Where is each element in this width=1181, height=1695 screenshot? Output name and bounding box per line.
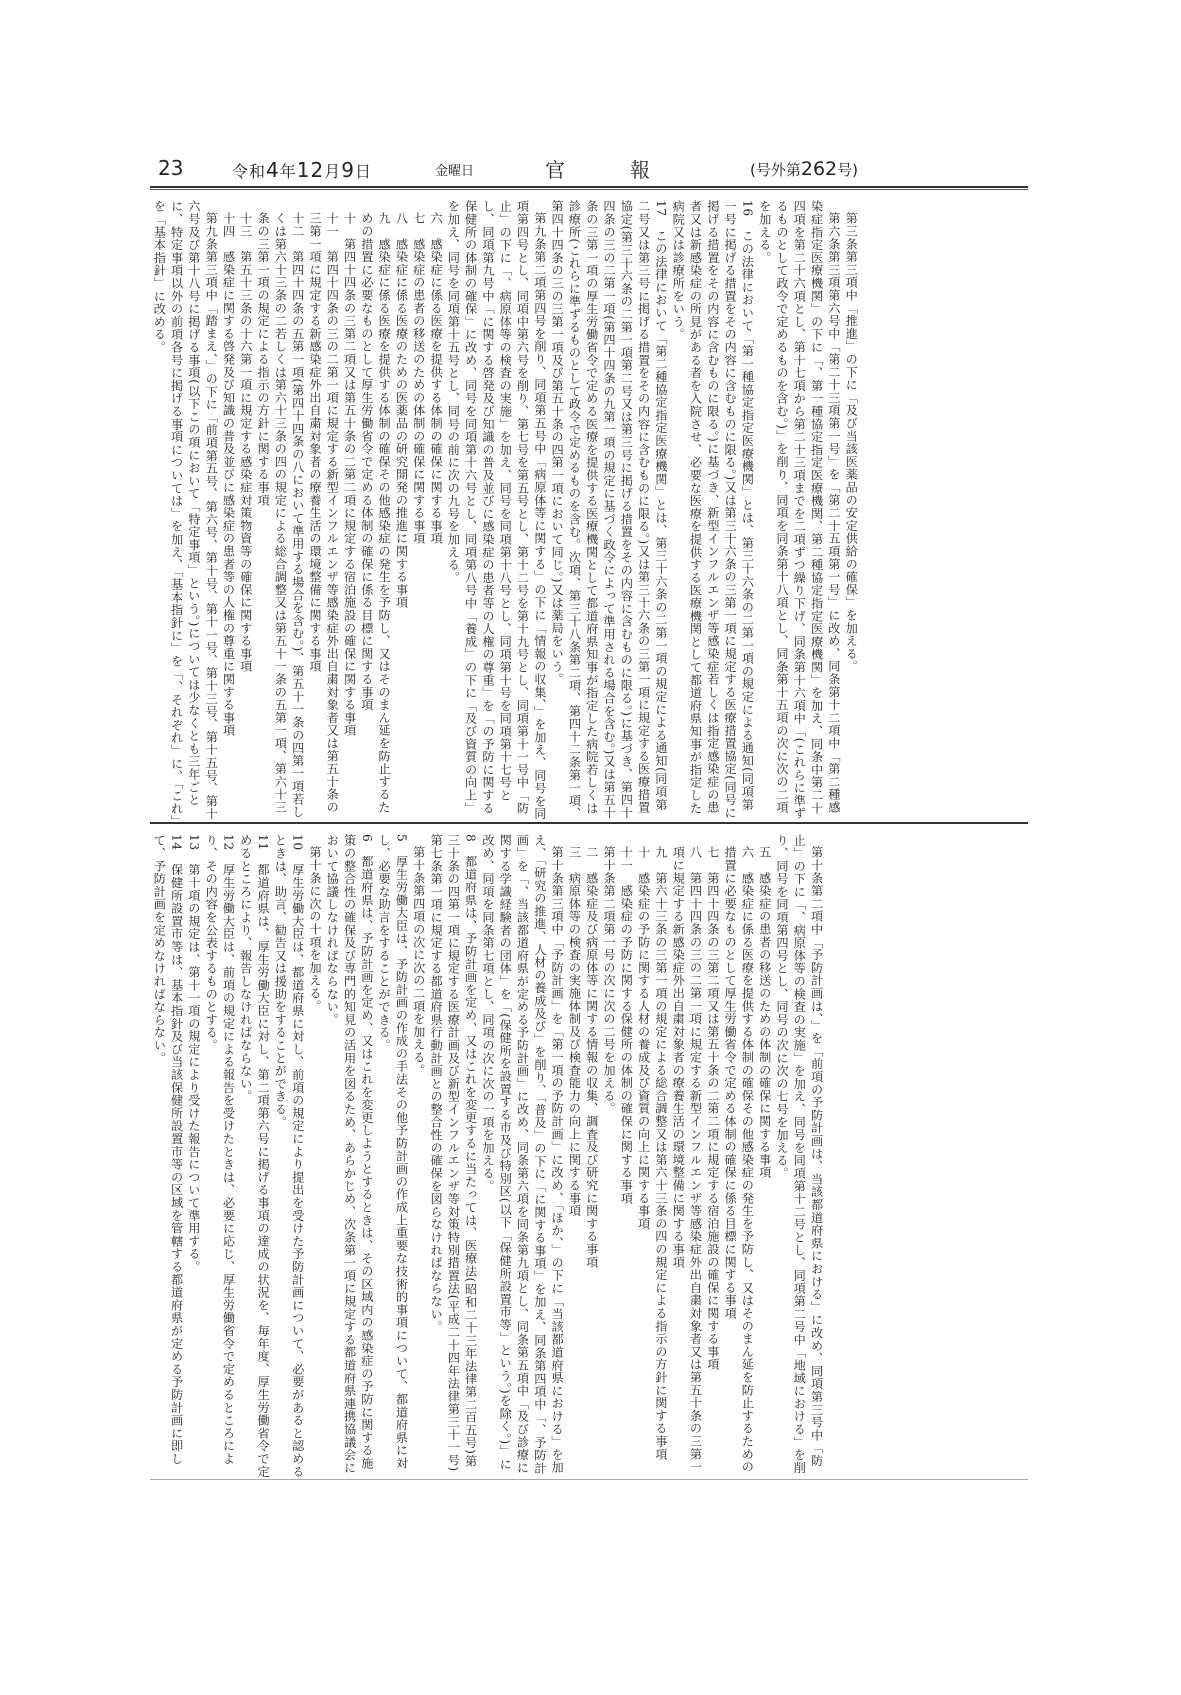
- list-item: 十三 第五十三条の十六第一項に規定する感染症対策物資等の確保に関する事項: [238, 212, 253, 673]
- page-number: 23: [158, 156, 184, 180]
- list-item: 五 感染症の患者の移送のための体制の確保に関する事項: [757, 846, 772, 1179]
- paragraph: 第九条第三項中「踏まえ、」の下に「前項第五号、第六号、第十号、第十一号、第十三号、第十五号、第十六号及び第十八号に掲げる事項(以下この項において「特定事項」という。)については少なくとも三年ごとに、特定事項以外の前項各号に掲げる事項については」を加え、「基本指針に」を「、それぞれ」に、「これ」を「基本指針」に改める。: [152, 200, 219, 822]
- footer-rule: [150, 1479, 1028, 1480]
- list-item: 九 第六十三条の三第一項の規定による総合調整又は第六十三条の四の規定による指示の方針に関する事項: [653, 846, 668, 1461]
- paragraph: 第十条第三項中「予防計画」を「第一項の予防計画」に改め、「ほか、」の下に「当該都道府県における」を加え、「研究の推進、人材の養成及び」を削り、「普及」の下に「に関する事項」を加え、同条第四項中「、予防計画」を「、当該都道府県が定める予防計画」に改め、同条第六項を同条第九項とし、同条第五項中「及び診療に関する学識経験者の団体」を「(保健所を設置する市及び特別区(以下「保健所設置市等」という。)を除く。)」に改め、同項を同条第七項とし、同項の次に次の一項を加える。: [480, 834, 565, 1475]
- paragraph: 第十条に次の十項を加える。: [307, 846, 322, 1013]
- day: 9: [341, 158, 355, 182]
- paragraph: 5 厚生労働大臣は、予防計画の作成の手法その他予防計画の作成上重要な技術的事項について、都道府県に対し、必要な助言をすることができる。: [377, 834, 409, 1470]
- text-block-lower: [150, 824, 829, 1479]
- paragraph: 第十条第二項中「予防計画は、」を「前項の予防計画は、当該都道府県における」に改め、同項第三号中「防止」の下に「、病原体等の検査の実施」を加え、同号を同項第十二号とし、同項第二号中「地域における」を削り、同号を同項第四号とし、同号の次に次の七号を加える。: [774, 834, 824, 1474]
- paragraph: 13 第十項の規定は、第十一項の規定により受けた報告について準用する。: [186, 834, 201, 1274]
- year: 4: [266, 158, 280, 182]
- weekday: 金曜日: [435, 164, 475, 179]
- year-unit: 年: [279, 162, 297, 181]
- paragraph: 8 都道府県は、予防計画を定め、又はこれを変更するに当たっては、医療法(昭和二十三年法律第二百五号)第三十条の四第一項に規定する医療計画及び新型インフルエンザ等対策特別措置法(平成二十四年法律第三十一号)第七条第一項に規定する都道府県行動計画との整合性の確保を図らなければならない。: [429, 834, 478, 1472]
- paragraph: 17 この法律において「第二種協定指定医療機関」とは、第三十六条の二第一項の規定による通知(同項第二号又は第三号に掲げる措置をその内容に含むものに限る。)又は第三十六条の三第一項に規定する医療措置協定(第三十六条の二第一項第二号又は第三号に掲げる措置をその内容に含むものに限る。)に基づき、第四十四条の三の二第一項(第四十四条の九第一項の規定に基づく政令によって準用される場合を含む。)又は第五十条の三第一項の厚生労働省令で定める医療を提供する医療機関として都道府県知事が指定した病院若しくは診療所(これらに準ずるものとして政令で定めるものを含む。次項、第三十八条第二項、第四十二条第一項、第四十四条の三の三第一項及び第五十条の四第一項において同じ。)又は薬局をいう。: [550, 200, 668, 820]
- paragraph: 第九条第二項第四号を削り、同項第五号中「病原体等に関する」の下に「情報の収集、」を加え、同号を同項第四号とし、同項中第六号を削り、第七号を第五号とし、第十二号を第十九号とし、同項第十一号中「防止」の下に「、病原体等の検査の実施」を加え、同号を同項第十八号とし、同項第十号を同項第十七号とし、同項第九号中「に関する啓発及び知識の普及並びに感染症の患者等の人権の尊重」を「の予防に関する保健所の体制の確保」に改め、同号を同項第十六号とし、同項第八号中「養成」の下に「及び資質の向上」を加え、同号を同項第十五号とし、同号の前に次の九号を加える。: [446, 200, 547, 821]
- list-item: 六 感染症に係る医療を提供する体制の確保に関する事項: [429, 212, 444, 545]
- month-unit: 月: [324, 162, 342, 181]
- paragraph: 第六条第三項第六号中「第二十三項第一号」を「第二十五項第一号」に改め、同条第十二項中「第二種感染症指定医療機関」の下に「、第一種協定指定医療機関、第二種協定指定医療機関」を加え、同条中第二十四項を第二十六項とし、第十七項から第二十三項までを二項ずつ繰り下げ、同条第十六項中「(これらに準ずるものとして政令で定めるものを含む。)」を削り、同項を同条第十八項とし、同条第十五項の次に次の二項を加える。: [757, 200, 841, 820]
- list-item: 十一 感染症の予防に関する保健所の体制の確保に関する事項: [619, 846, 634, 1205]
- paragraph: 11 都道府県は、厚生労働大臣に対し、第二項第六号に掲げる事項の達成の状況を、毎年度、厚生労働省令で定めるところにより、報告しなければならない。: [238, 834, 271, 1478]
- day-unit: 日: [354, 162, 372, 181]
- list-item: 八 感染症に係る医療のための医薬品の研究開発の推進に関する事項: [394, 212, 409, 609]
- list-item: 九 感染症に係る医療を提供する体制の確保その他感染症の発生を予防し、又はそのまん延を防止するための措置に必要なものとして厚生労働省令で定める体制の確保に係る目標に関する事項: [359, 212, 392, 814]
- era: 令和: [232, 162, 267, 181]
- list-item: 二 感染症及び病原体等に関する情報の収集、調査及び研究に関する事項: [584, 846, 599, 1269]
- list-item: 十四 感染症に関する啓発及び知識の普及並びに感染症の患者等の人権の尊重に関する事項: [221, 212, 236, 737]
- issue-date: [232, 158, 372, 182]
- issue-number: [750, 158, 858, 180]
- gazette-page: [150, 150, 1028, 1480]
- gazette-title-po: 報: [630, 158, 650, 182]
- issue-suffix: 号): [837, 161, 858, 179]
- paragraph: 10 厚生労働大臣は、都道府県に対し、前項の規定により提出を受けた予防計画について、必要があると認めるときは、助言、勧告又は援助をすることができる。: [273, 834, 305, 1478]
- list-item: 七 感染症の患者の移送のための体制の確保に関する事項: [411, 212, 426, 545]
- paragraph: 6 都道府県は、予防計画を定め、又はこれを変更しようとするときは、その区域内の感染症の予防に関する施策の整合性の確保及び専門的知見の活用を図るため、あらかじめ、次条第一項に規定する都道府県連携協議会において協議しなければならない。: [325, 834, 374, 1474]
- list-item: 十一 第四十四条の三の二第一項に規定する新型インフルエンザ等感染症外出自粛対象者又は第五十条の三第一項に規定する新感染症外出自粛対象者の療養生活の環境整備に関する事項: [307, 212, 340, 814]
- gazette-title-kan: 官: [545, 158, 565, 182]
- text-block-upper: [150, 190, 863, 822]
- issue-number-value: 262: [800, 158, 838, 180]
- paragraph: 12 厚生労働大臣は、前項の規定による報告を受けたときは、必要に応じ、厚生労働省令で定めるところにより、その内容を公表するものとする。: [204, 834, 236, 1466]
- paragraph: 16 この法律において「第一種協定指定医療機関」とは、第三十六条の二第一項の規定による通知(同項第一号に掲げる措置をその内容に含むものに限る。)又は第三十六条の三第一項に規定する医療措置協定(同号に掲げる措置をその内容に含むものに限る。)に基づき、新型インフルエンザ等感染症若しくは指定感染症の患者又は新感染症の所見がある者を入院させ、必要な医療を提供する医療機関として都道府県知事が指定した病院又は診療所をいう。: [671, 200, 755, 820]
- paragraph: 14 保健所設置市等は、基本指針及び当該保健所設置市等の区域を管轄する都道府県が定める予防計画に即して、予防計画を定めなければならない。: [152, 834, 184, 1466]
- list-item: 三 病原体等の検査の実施体制及び検査能力の向上に関する事項: [567, 846, 582, 1218]
- list-item: 六 感染症に係る医療を提供する体制の確保その他感染症の発生を予防し、又はそのまん延を防止するための措置に必要なものとして厚生労働省令で定める体制の確保に係る目標に関する事項: [723, 846, 755, 1474]
- list-item: 八 第四十四条の三の二第一項に規定する新型インフルエンザ等感染症外出自粛対象者又は第五十条の三第一項に規定する新感染症外出自粛対象者の療養生活の環境整備に関する事項: [671, 846, 703, 1474]
- paragraph: 第三条第三項中「推進」の下に「及び当該医薬品の安定供給の確保」を加える。: [844, 212, 859, 673]
- list-item: 十 第四十四条の三第二項又は第五十条の二第二項に規定する宿泊施設の確保に関する事項: [342, 212, 357, 737]
- page-header: [150, 150, 1028, 186]
- paragraph: 第十条第二項第一号の次に次の二号を加える。: [602, 846, 617, 1115]
- list-item: 七 第四十四条の三第二項又は第五十条の二第二項に規定する宿泊施設の確保に関する事項: [705, 846, 720, 1371]
- issue-prefix: (号外第: [750, 161, 801, 179]
- list-item: 十 感染症の予防に関する人材の養成及び資質の向上に関する事項: [636, 846, 651, 1231]
- paragraph: 第十条第四項の次に次の二項を加える。: [411, 846, 426, 1077]
- month: 12: [296, 158, 325, 182]
- list-item: 十二 第四十四条の五第一項(第四十四条の八において準用する場合を含む。)、第五十一条の四第一項若しくは第六十三条の二若しくは第六十三条の四の規定による総合調整又は第五十一条の五第一項、第六十三条の三第一項の規定による指示の方針に関する事項: [256, 212, 305, 819]
